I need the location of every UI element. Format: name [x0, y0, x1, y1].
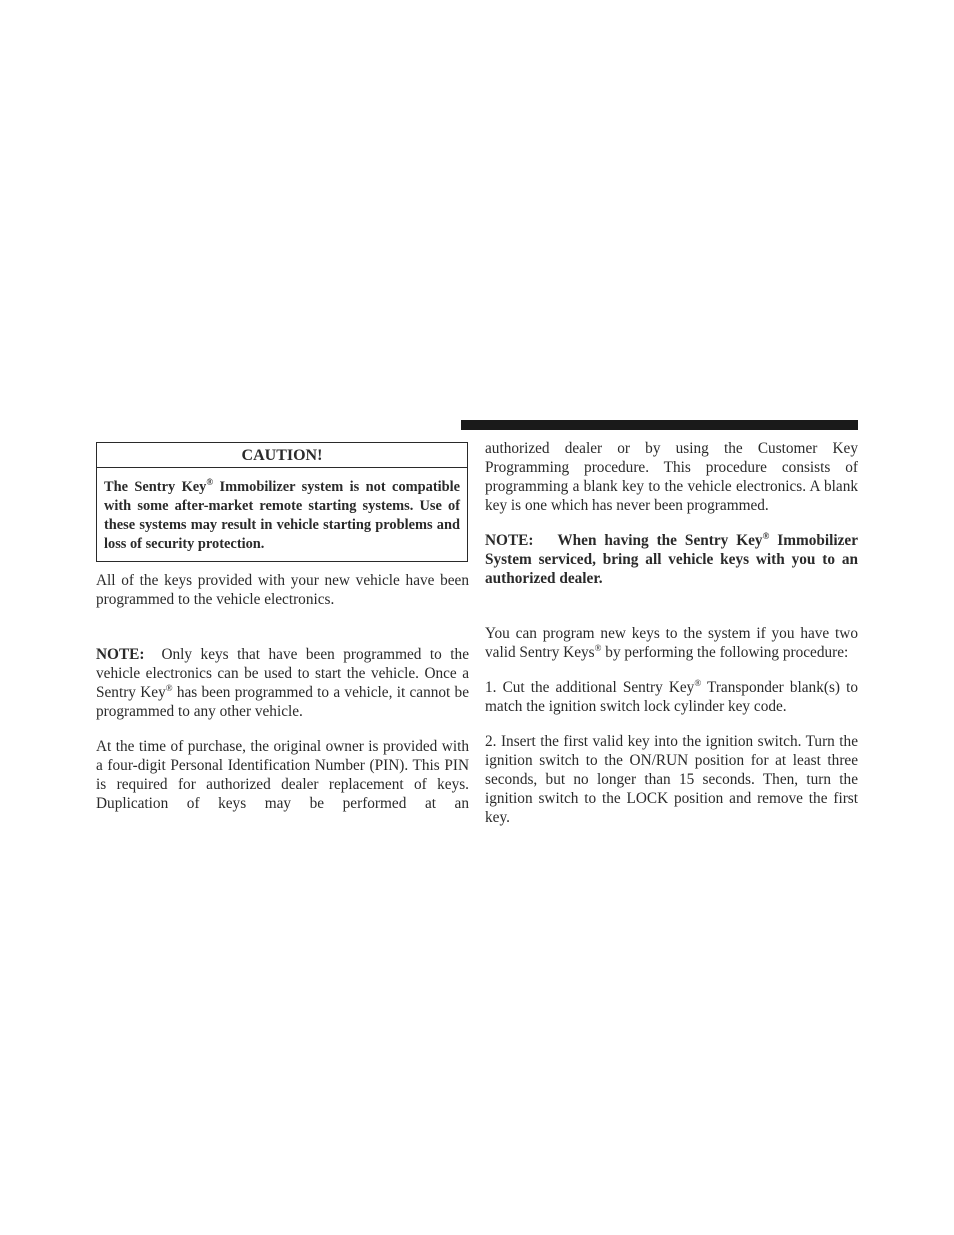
note-label: NOTE:: [485, 532, 534, 549]
caution-title: CAUTION!: [97, 443, 467, 468]
note-label: NOTE:: [96, 646, 145, 663]
note-service-keys: [485, 531, 858, 588]
dealer-paragraph: authorized dealer or by using the Customer Key Programming procedure. This procedure consists of programming a blank key to the vehicle electronics. A blank key is one which has never been programmed.: [485, 440, 858, 514]
right-column: [485, 439, 858, 827]
step-2: 2. Insert the first valid key into the ignition switch. Turn the ignition switch to the ON/RUN position for at least three seconds, but no longer than 15 seconds. Then, turn the ignition switch to the LOCK position and remove the first key.: [485, 733, 858, 826]
caution-box: [96, 442, 468, 562]
note-text: Only keys that have been programmed to the vehicle electronics can be used to start the vehicle. Once a Sentry Key® has been programmed to a vehicle, it cannot be programmed to any other vehicle.: [96, 646, 469, 720]
caution-body: The Sentry Key® Immobilizer system is not compatible with some after-market remote starting systems. Use of these systems may result in vehicle starting problems and loss of security protection.: [104, 477, 461, 552]
keys-programmed-paragraph: All of the keys provided with your new vehicle have been programmed to the vehicle electronics.: [96, 572, 469, 608]
step-1: 1. Cut the additional Sentry Key® Transponder blank(s) to match the ignition switch lock cylinder key code.: [485, 677, 858, 715]
program-intro-paragraph: You can program new keys to the system if you have two valid Sentry Keys® by performing the following procedure:: [485, 625, 858, 661]
note-text: When having the Sentry Key® Immobilizer System serviced, bring all vehicle keys with you to an authorized dealer.: [485, 530, 858, 587]
pin-paragraph: At the time of purchase, the original owner is provided with a four-digit Personal Identification Number (PIN). This PIN is required for authorized dealer replacement of keys. Duplication of keys may be performed at an: [96, 738, 469, 812]
note-programmed-keys: [96, 645, 469, 721]
left-column: [96, 442, 469, 813]
section-header-bar: [461, 420, 858, 430]
